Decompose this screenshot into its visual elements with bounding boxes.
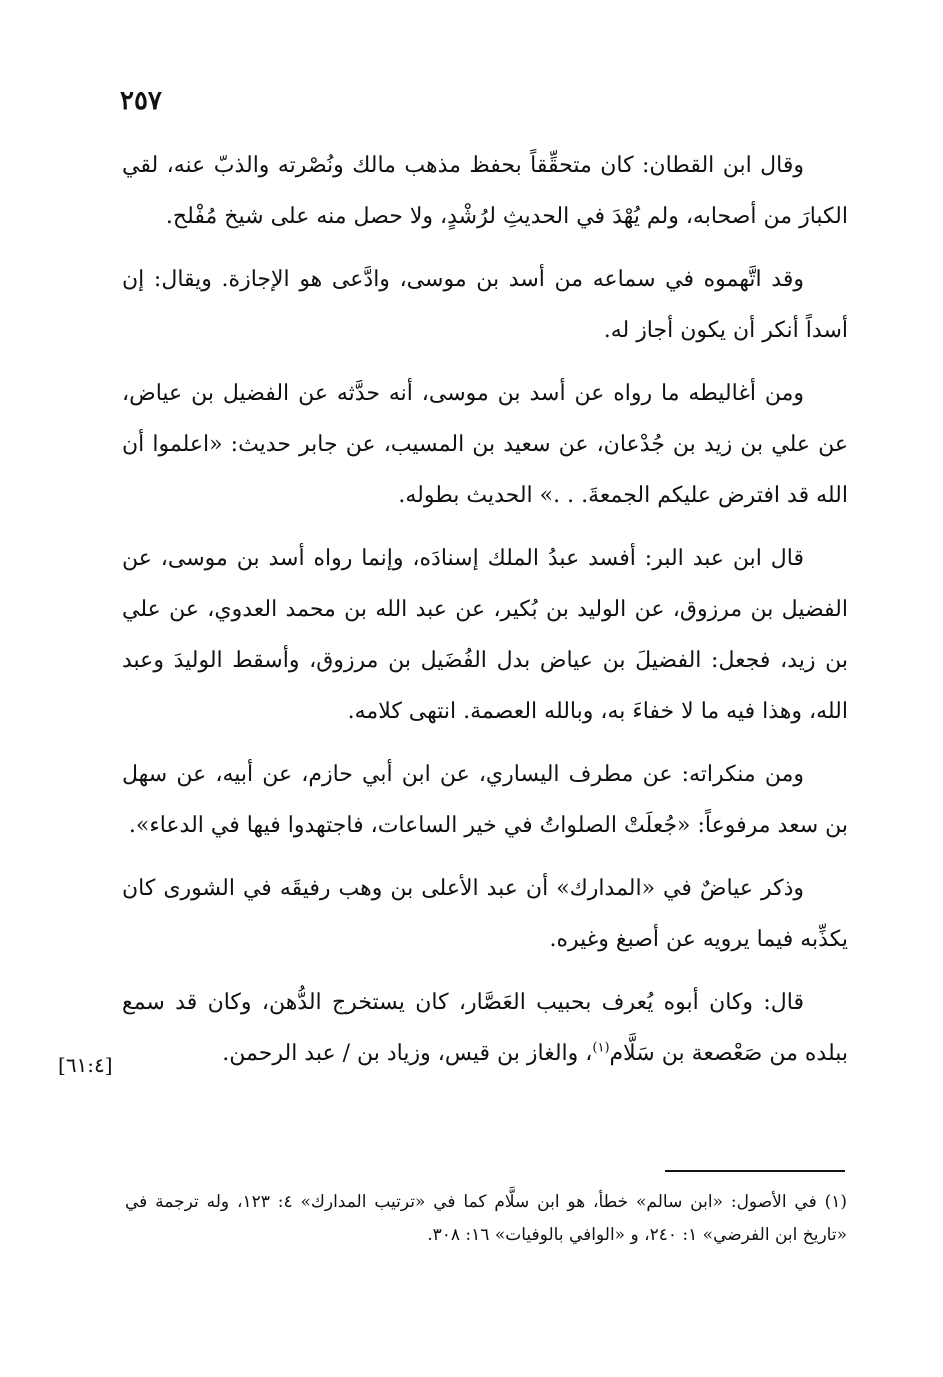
paragraph-text: ، والغاز بن قيس، وزياد بن / عبد الرحمن. [222, 1041, 593, 1066]
footnote-divider [665, 1170, 845, 1172]
paragraph-with-footnote [122, 977, 848, 1079]
page-number: ٢٥٧ [120, 86, 162, 116]
paragraph: ومن منكراته: عن مطرف اليساري، عن ابن أبي حازم، عن أبيه، عن سهل بن سعد مرفوعاً: «جُعلَتْ الصلواتُ في خير الساعات، فاجتهدوا فيها في الدعاء». [122, 762, 848, 838]
footnotes [125, 1186, 847, 1252]
marginal-reference: [٦١:٤] [58, 1053, 113, 1077]
paragraph: وقال ابن القطان: كان متحقِّقاً بحفظ مذهب مالك ونُصْرته والذبّ عنه، لقي الكبارَ من أصحابه، ولم يُهْدَ في الحديثِ لرُشْدٍ، ولا حصل منه على شيخ مُفْلح. [122, 153, 848, 229]
paragraph: وذكر عياضٌ في «المدارك» أن عبد الأعلى بن وهب رفيقَه في الشورى كان يكذِّبه فيما يرويه عن أصبغ وغيره. [122, 876, 848, 952]
paragraph: ومن أغاليطه ما رواه عن أسد بن موسى، أنه حدَّثه عن الفضيل بن عياض، عن علي بن زيد بن جُدْعان، عن سعيد بن المسيب، عن جابر حديث: «اعلموا أن الله قد افترض عليكم الجمعةَ. . .» الحديث بطوله. [122, 381, 848, 508]
paragraph-text: قال: وكان أبوه يُعرف بحبيب العَصَّار، كان يستخرج الدُّهن، وكان قد سمع ببلده من صَعْصعة بن سَلَّام [122, 990, 848, 1066]
main-text [122, 140, 848, 1091]
paragraph: قال ابن عبد البر: أفسد عبدُ الملك إسنادَه، وإنما رواه أسد بن موسى، عن الفضيل بن مرزوق، عن الوليد بن بُكير، عن عبد الله بن محمد العدوي، عن علي بن زيد، فجعل: الفضيلَ بن عياض بدل الفُضَيل بن مرزوق، وأسقط الوليدَ وعبد الله، وهذا فيه ما لا خفاءَ به، وبالله العصمة. انتهى كلامه. [122, 546, 848, 724]
footnote: (١) في الأصول: «ابن سالم» خطأ، هو ابن سلَّام كما في «ترتيب المدارك» ٤: ١٢٣، وله ترجمة في «تاريخ ابن الفرضي» ١: ٢٤٠، و «الوافي بالوفيات» ١٦: ٣٠٨. [125, 1192, 847, 1245]
paragraph: وقد اتَّهموه في سماعه من أسد بن موسى، وادَّعى هو الإجازة. ويقال: إن أسداً أنكر أن يكون أجاز له. [122, 267, 848, 343]
footnote-marker: (١) [592, 1040, 610, 1056]
